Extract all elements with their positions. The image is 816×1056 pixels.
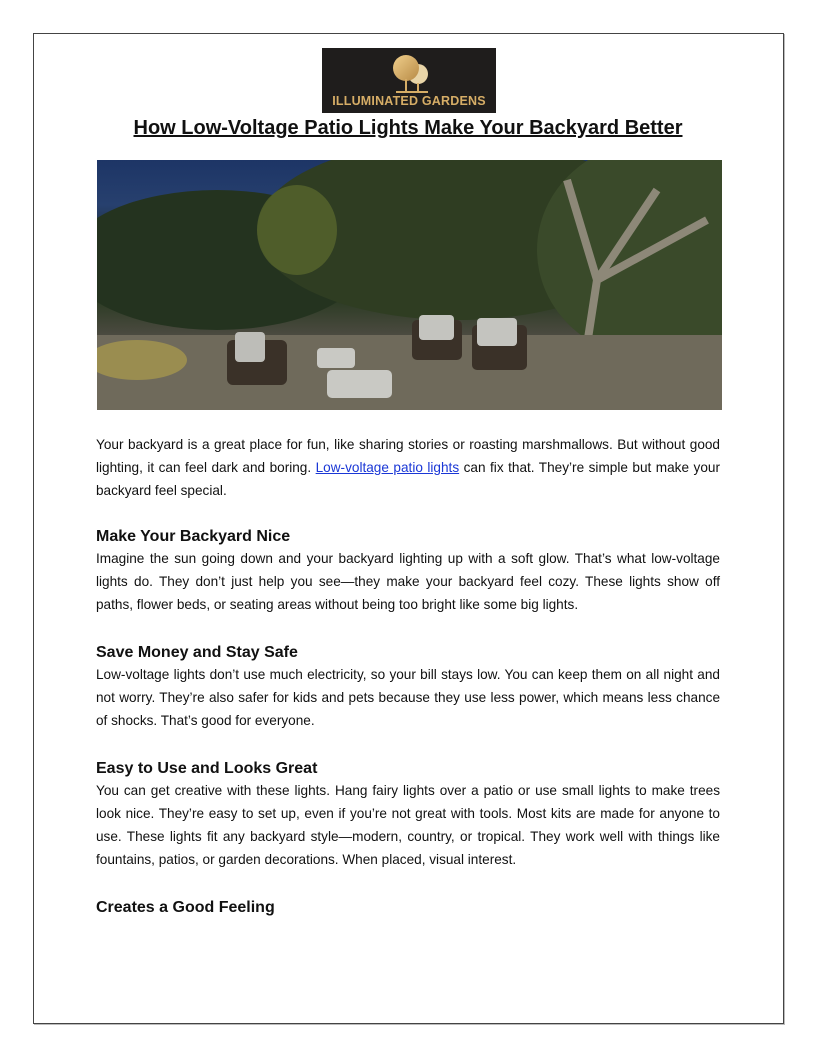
intro-paragraph <box>96 434 720 503</box>
section-heading: Creates a Good Feeling <box>96 899 275 916</box>
section-save-money <box>96 642 720 733</box>
page-title: How Low-Voltage Patio Lights Make Your Backyard Better <box>133 117 683 139</box>
section-body: Imagine the sun going down and your backyard lighting up with a soft glow. That’s what low-voltage lights do. They don’t just help you see—they make your backyard feel cozy. These lights show off paths, flower beds, or seating areas without being too bright like some big lights. <box>96 551 720 612</box>
section-easy-to-use <box>96 758 720 872</box>
hero-image-backyard-patio <box>97 160 722 410</box>
section-make-backyard-nice <box>96 526 720 617</box>
section-body: You can get creative with these lights. Hang fairy lights over a patio or use small lights to make trees look nice. They’re easy to set up, even if you’re not great with tools. Most kits are made for anyone to use. These lights fit any backyard style—modern, country, or tropical. They work well with things like fountains, patios, or garden decorations. When placed, visual interest. <box>96 783 720 867</box>
logo-text: ILLUMINATED GARDENS <box>332 94 486 108</box>
section-body: Low-voltage lights don’t use much electricity, so your bill stays low. You can keep them on all night and not worry. They’re also safer for kids and pets because they use less power, which means less chance of shocks. That’s good for everyone. <box>96 667 720 728</box>
section-heading: Make Your Backyard Nice <box>96 528 291 545</box>
section-heading: Easy to Use and Looks Great <box>96 760 318 777</box>
low-voltage-patio-lights-link[interactable]: Low-voltage patio lights <box>315 459 460 475</box>
logo <box>322 48 496 113</box>
section-good-feeling <box>96 897 720 919</box>
intro-text: Your backyard is a great place for fun, like sharing stories or roasting marshmallows. But without good lighting, it can feel dark and boring. <box>96 437 720 475</box>
tree-logo-icon <box>322 48 496 96</box>
intro-text-end: can fix that. They’re simple but make your backyard feel special. <box>96 459 720 498</box>
section-heading: Save Money and Stay Safe <box>96 644 298 661</box>
